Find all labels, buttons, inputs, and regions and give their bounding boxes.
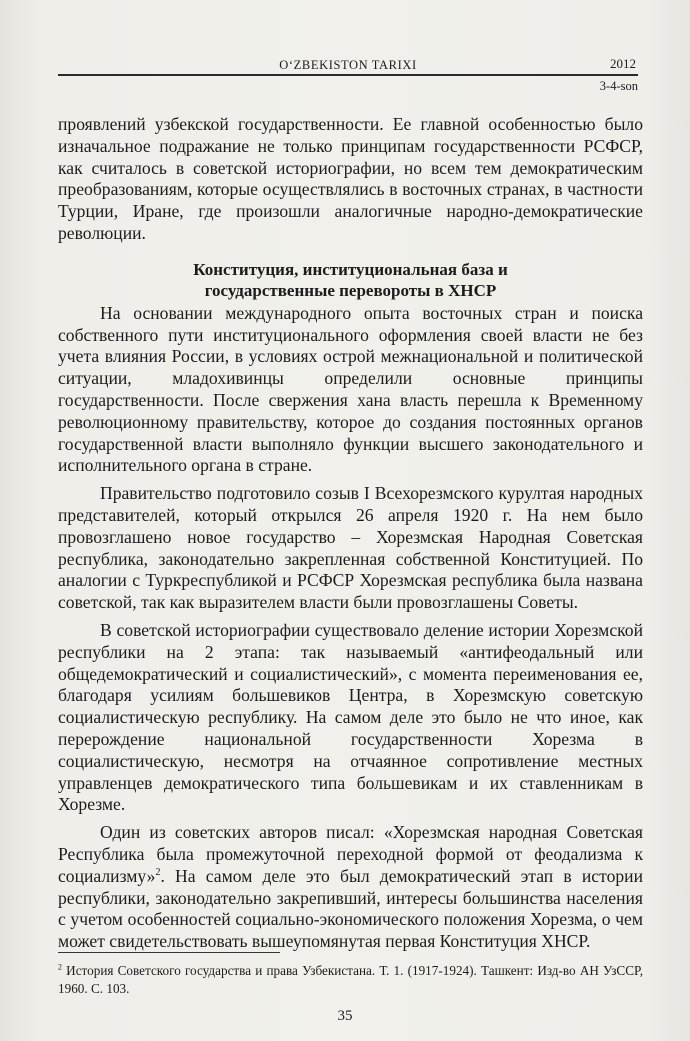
- page-number: 35: [337, 1008, 353, 1024]
- body-paragraph-3: В советской историографии существовало деление истории Хорезмской республики на 2 этапа: так называемый «антифеодальный или общедемократический и социалистический», с момента переименования ее, благодаря усилиям большевиков Центра, в Хорезмскую советскую социалистическую республику. На самом деле это было не что иное, как перерождение национальной государственности Хорезма в социалистическую, несмотря на отчаянное сопротивление местных управленцев демократического типа большевикам и их ставленникам в Хорезме.: [58, 619, 643, 815]
- footnote-text: История Советского государства и права Узбекистана. Т. 1. (1917-1924). Ташкент: Изд-во АН УзССР, 1960. С. 103.: [58, 963, 643, 996]
- section-heading: [58, 259, 643, 301]
- issue-number: 3-4-son: [599, 79, 638, 93]
- body-paragraph-4: [58, 822, 643, 953]
- section-heading-line-2: государственные перевороты в ХНСР: [204, 280, 497, 300]
- footnote-mark: 2: [58, 962, 62, 972]
- footnote: [58, 962, 643, 998]
- article-body: [58, 114, 643, 953]
- footnote-reference: 2: [155, 866, 161, 878]
- paragraph-continuation: . На самом деле это был демократический этап в истории республики, законодательно закрепивший, интересы большинства населения с учетом особенностей социально-экономического положения Хорезма, о чем может свидетельствовать вышеупомянутая первая Конституция ХНСР.: [58, 865, 643, 952]
- journal-year: 2012: [610, 56, 636, 71]
- journal-title: O‘ZBEKISTON TARIXI: [279, 58, 417, 72]
- running-header: [58, 54, 638, 76]
- section-heading-line-1: Конституция, институциональная база и: [193, 259, 508, 279]
- footnote-separator: [58, 952, 280, 953]
- opening-paragraph: проявлений узбекской государственности. Ее главной особенностью было изначальное подражание не только принципам государственности РСФСР, как считалось в советской историографии, но всем тем демократическим преобразованиям, которые осуществлялись в восточных странах, в частности Турции, Иране, где произошли аналогичные народно-демократические революции.: [58, 114, 643, 243]
- quote-text: Один из советских авторов писал: «Хорезмская народная Советская Республика была промежуточной переходной формой от феодализма к социализму»: [58, 822, 643, 886]
- body-paragraph-1: На основании международного опыта восточных стран и поиска собственного пути институционального оформления своей власти не без учета влияния России, в условиях острой межнациональной и политической ситуации, младохивинцы определили основные принципы государственности. После свержения хана власть перешла к Временному революционному правительству, которое до создания постоянных органов государственной власти выполняло функции высшего законодательного и исполнительного органа в стране.: [58, 302, 643, 476]
- header-rule: [58, 74, 638, 76]
- body-paragraph-2: Правительство подготовило созыв I Всехорезмского курултая народных представителей, который открылся 26 апреля 1920 г. На нем было провозглашено новое государство – Хорезмская Народная Советская республика, законодательно закрепленная собственной Конституцией. По аналогии с Туркреспубликой и РСФСР Хорезмская республика была названа советской, так как выразителем власти были провозглашены Советы.: [58, 483, 643, 613]
